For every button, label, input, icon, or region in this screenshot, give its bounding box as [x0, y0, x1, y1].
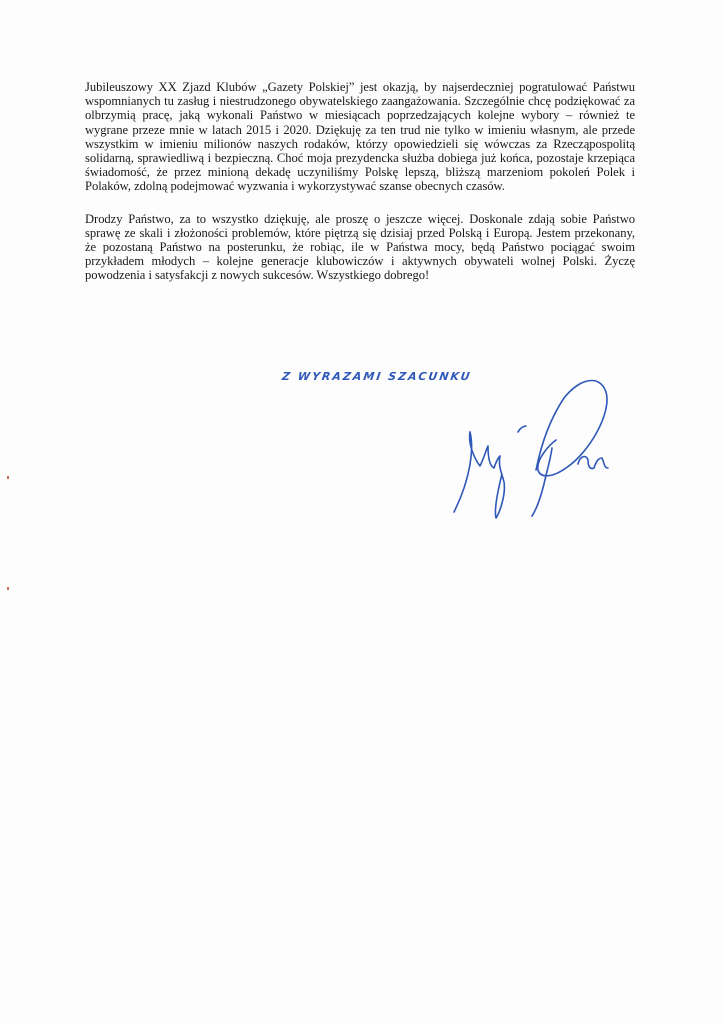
scan-mark	[7, 587, 9, 590]
scan-mark	[7, 476, 9, 479]
letter-paragraph-1: Jubileuszowy XX Zjazd Klubów „Gazety Polskiej” jest okazją, by najserdeczniej pogratulować Państwu wspomnianych tu zasług i niestrudzonego obywatelskiego zaangażowania. Szczególnie chcę podziękować za olbrzymią pracę, jaką wykonali Państwo w miesiącach poprzedzających kolejne wybory – również te wygrane przeze mnie w latach 2015 i 2020. Dziękuję za ten trud nie tylko w imieniu własnym, ale przede wszystkim w imieniu milionów naszych rodaków, którzy opowiedzieli się wówczas za Rzecząpospolitą solidarną, sprawiedliwą i bezpieczną. Choć moja prezydencka służba dobiega już końca, pozostaje krzepiąca świadomość, że przez minioną dekadę uczyniliśmy Polskę lepszą, bliższą marzeniom pokoleń Polek i Polaków, zdolną podejmować wyzwania i wykorzystywać szanse obecnych czasów.	[85, 80, 635, 194]
letter-body	[85, 80, 635, 301]
closing-text: Z WYRAZAMI SZACUNKU	[281, 370, 473, 383]
letter-paragraph-2: Drodzy Państwo, za to wszystko dziękuję, ale proszę o jeszcze więcej. Doskonale zdają sobie Państwo sprawę ze skali i złożoności problemów, które piętrzą się dzisiaj przed Polską i Europą. Jestem przekonany, że pozostaną Państwo na posterunku, że robiąc, ile w Państwa mocy, będą Państwo pociągać swoim przykładem młodych – kolejne generacje klubowiczów i aktywnych obywateli wolnej Polski. Życzę powodzenia i satysfakcji z nowych sukcesów. Wszystkiego dobrego!	[85, 211, 635, 283]
handwritten-signature	[440, 370, 620, 550]
